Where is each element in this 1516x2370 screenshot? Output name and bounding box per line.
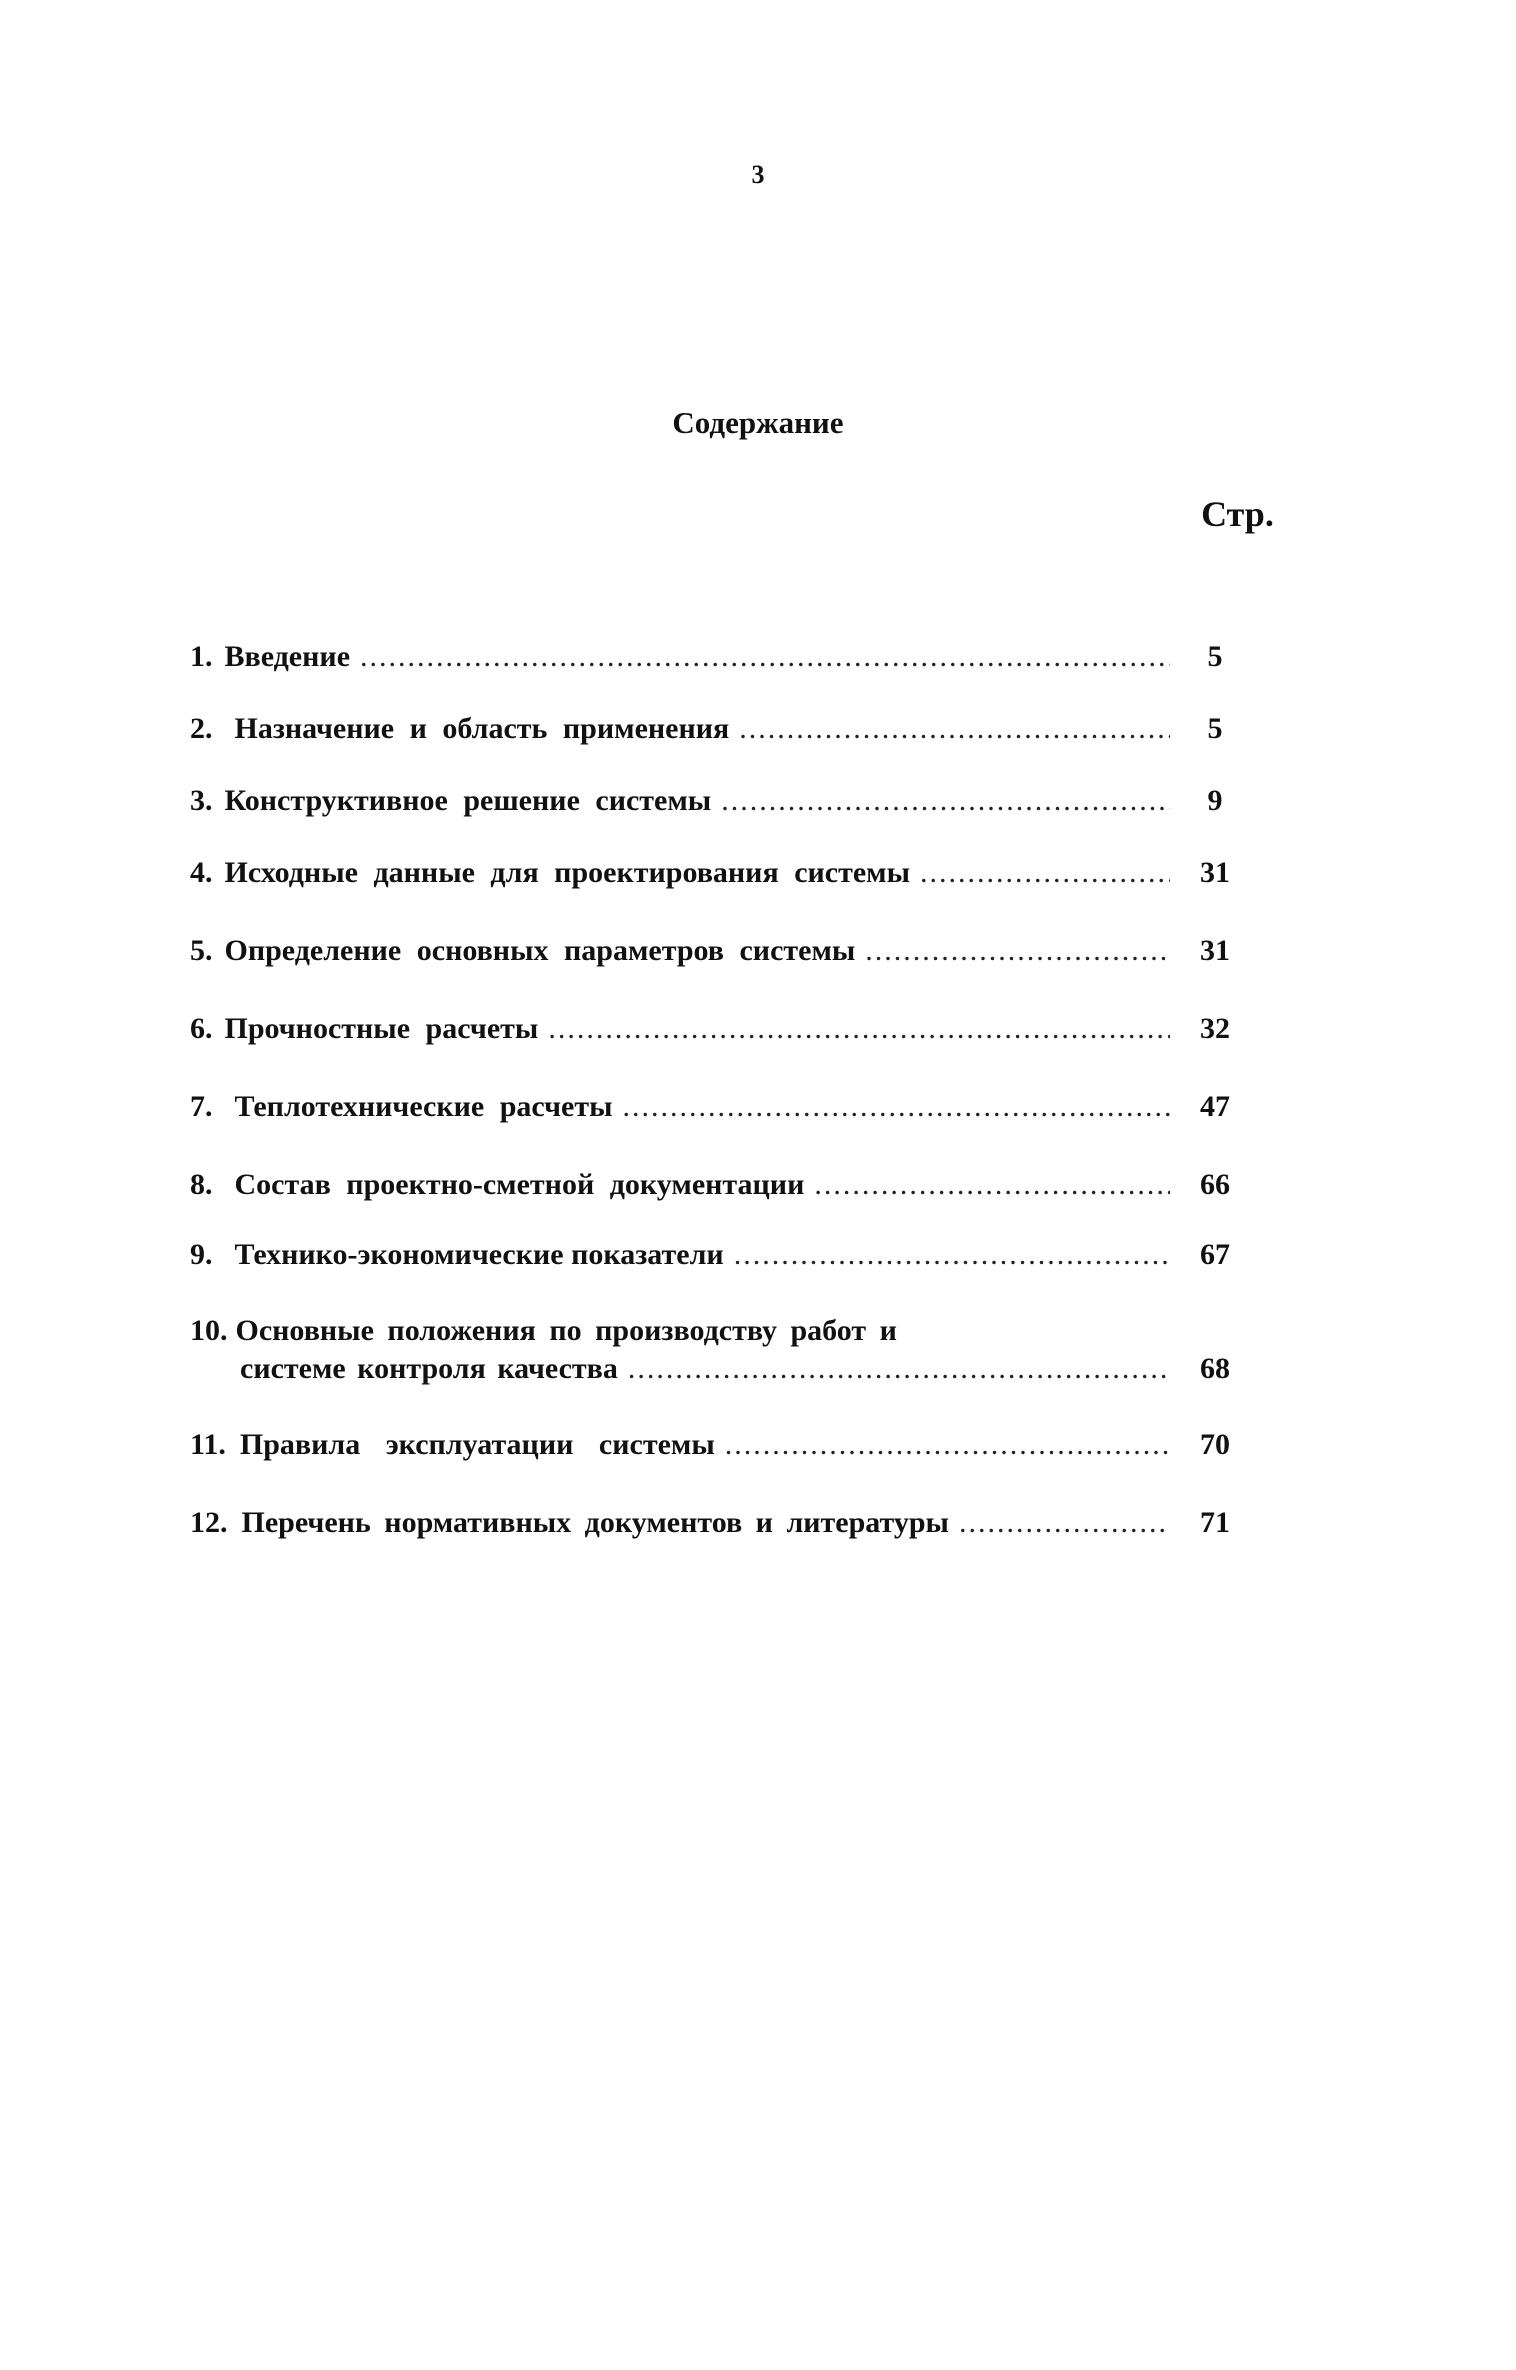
dot-leader bbox=[734, 1236, 1170, 1274]
toc-entry-7[interactable] bbox=[190, 1088, 1250, 1126]
dot-leader bbox=[360, 638, 1170, 676]
toc-entry-title: Введение bbox=[224, 640, 351, 673]
dot-leader bbox=[920, 854, 1170, 892]
dot-leader bbox=[959, 1504, 1170, 1542]
toc-entry-page: 31 bbox=[1200, 856, 1230, 889]
toc-entry-title: Правила эксплуатации системы bbox=[239, 1428, 715, 1461]
toc-entry-number: 1. bbox=[190, 640, 213, 673]
toc-entry-title-line1: Основные положения по производству работ и bbox=[235, 1314, 897, 1347]
toc-entry-title: Назначение и область применения bbox=[234, 712, 730, 745]
dot-leader bbox=[548, 1010, 1170, 1048]
toc-entry-title: Конструктивное решение системы bbox=[224, 784, 712, 817]
table-of-contents bbox=[190, 638, 1250, 1542]
dot-leader bbox=[725, 1426, 1170, 1464]
toc-entry-10[interactable] bbox=[190, 1312, 1250, 1388]
toc-entry-page: 5 bbox=[1207, 640, 1223, 673]
toc-entry-title: Теплотехнические расчеты bbox=[234, 1090, 613, 1123]
toc-entry-number: 6. bbox=[190, 1012, 213, 1045]
dot-leader bbox=[865, 932, 1170, 970]
toc-entry-title: Состав проектно-сметной документации bbox=[234, 1168, 805, 1201]
toc-entry-2[interactable] bbox=[190, 710, 1250, 748]
page-column-header: Стр. bbox=[1201, 494, 1274, 534]
toc-entry-number: 11. bbox=[190, 1428, 226, 1461]
toc-entry-number: 12. bbox=[190, 1506, 228, 1539]
toc-entry-number: 2. bbox=[190, 712, 213, 745]
toc-entry-12[interactable] bbox=[190, 1504, 1250, 1542]
toc-entry-page: 5 bbox=[1207, 712, 1223, 745]
dot-leader bbox=[814, 1166, 1170, 1204]
toc-entry-number: 3. bbox=[190, 784, 213, 817]
toc-entry-page: 32 bbox=[1200, 1012, 1230, 1045]
toc-title: Содержание bbox=[672, 405, 844, 440]
toc-entry-5[interactable] bbox=[190, 932, 1250, 970]
dot-leader bbox=[628, 1350, 1170, 1388]
toc-entry-number: 9. bbox=[190, 1238, 213, 1271]
toc-entry-title: Технико-экономические показатели bbox=[234, 1238, 724, 1271]
toc-entry-page: 70 bbox=[1200, 1428, 1230, 1461]
toc-entry-title: Определение основных параметров системы bbox=[224, 934, 856, 967]
toc-entry-title-line2: системе контроля качества bbox=[240, 1352, 618, 1385]
dot-leader bbox=[623, 1088, 1170, 1126]
toc-entry-page: 71 bbox=[1200, 1506, 1230, 1539]
dot-leader bbox=[739, 710, 1170, 748]
toc-entry-8[interactable] bbox=[190, 1166, 1250, 1204]
toc-entry-page: 47 bbox=[1200, 1090, 1230, 1123]
toc-entry-number: 7. bbox=[190, 1090, 213, 1123]
toc-entry-number: 4. bbox=[190, 856, 213, 889]
toc-entry-title: Прочностные расчеты bbox=[224, 1012, 539, 1045]
toc-entry-page: 66 bbox=[1200, 1168, 1230, 1201]
toc-entry-6[interactable] bbox=[190, 1010, 1250, 1048]
toc-entry-3[interactable] bbox=[190, 782, 1250, 820]
toc-entry-page: 67 bbox=[1200, 1238, 1230, 1271]
toc-entry-page: 68 bbox=[1200, 1352, 1230, 1385]
page-number: 3 bbox=[751, 160, 765, 189]
toc-entry-4[interactable] bbox=[190, 854, 1250, 892]
toc-entry-number: 10. bbox=[190, 1314, 228, 1347]
toc-entry-11[interactable] bbox=[190, 1426, 1250, 1464]
toc-entry-page: 31 bbox=[1200, 934, 1230, 967]
toc-entry-title: Перечень нормативных документов и литературы bbox=[241, 1506, 949, 1539]
toc-entry-9[interactable] bbox=[190, 1236, 1250, 1274]
toc-entry-number: 8. bbox=[190, 1168, 213, 1201]
toc-entry-number: 5. bbox=[190, 934, 213, 967]
toc-entry-title: Исходные данные для проектирования системы bbox=[224, 856, 911, 889]
toc-entry-1[interactable] bbox=[190, 638, 1250, 676]
toc-entry-page: 9 bbox=[1207, 784, 1223, 817]
dot-leader bbox=[721, 782, 1170, 820]
